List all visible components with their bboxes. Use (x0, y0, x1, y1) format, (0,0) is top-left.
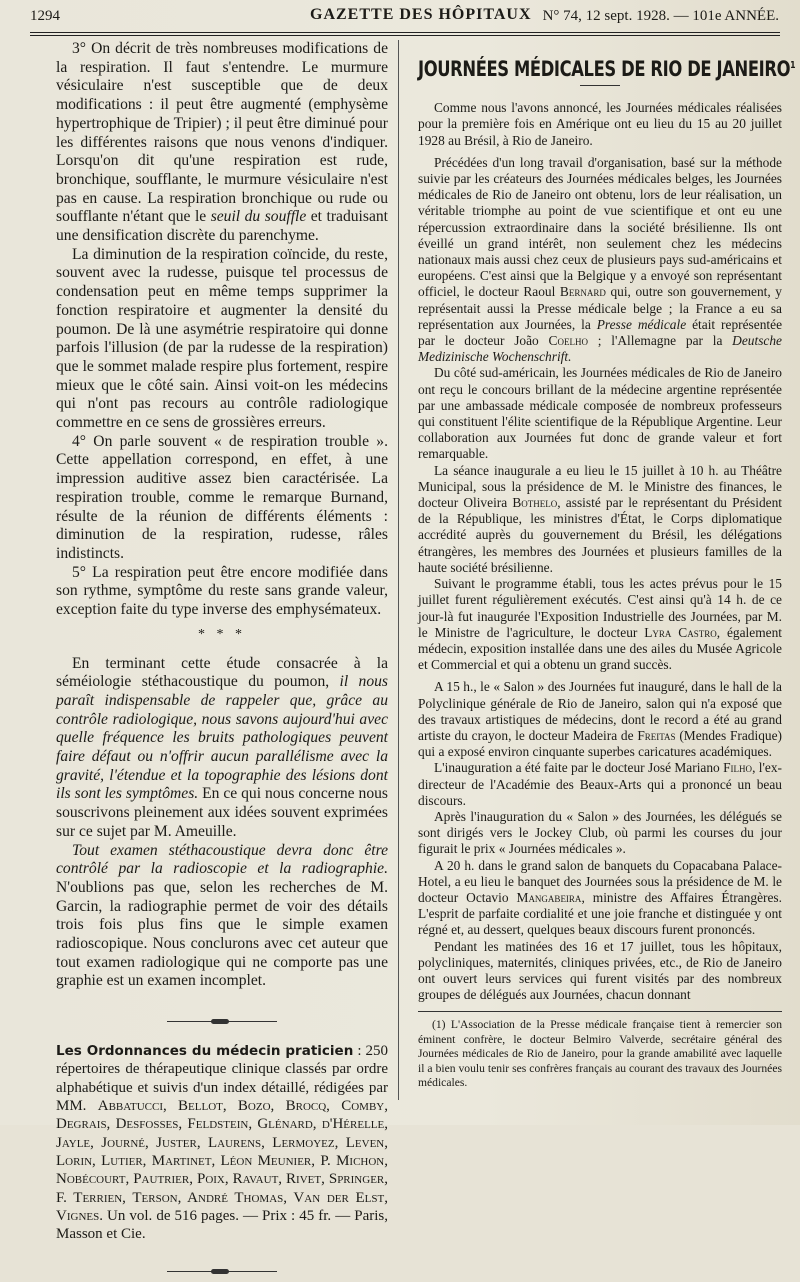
article-title-text: JOURNÉES MÉDICALES DE RIO DE JANEIRO (418, 57, 791, 81)
text-span: Précédées d'un long travail d'organisation, basé sur la méthode suivie par les créateurs des Journées médicales belges, les Journées médicales de Rio de Janeiro ont obtenu, lors de leur réalisation, un véritable triomphe au point de vue scientifique et ont eu une répercussion extraordinaire dans la société brésilienne. Ils ont éveillé un grand intérêt, non seulement chez les médecins nationaux mais aussi chez ceux de plusieurs pays sud-américains et européens. C'est ainsi que la Belgique y a envoyé son représentant officiel, le docteur Raoul (418, 154, 782, 300)
paragraph: 5° La respiration peut être encore modifiée dans son rythme, symptôme du reste sans grande valeur, exception faite du type inverse des emphysémateux. (56, 563, 388, 619)
ornament-divider (167, 1271, 277, 1272)
text-span: En terminant cette étude consacrée à la séméiologie stéthacoustique du poumon, (56, 654, 388, 691)
paragraph (418, 679, 782, 760)
issue-info: N° 74, 12 sept. 1928. — 101e ANNÉE. (542, 8, 779, 24)
paragraph: Comme nous l'avons annoncé, les Journées médicales réalisées pour la première fois en Amérique ont eu lieu du 15 au 20 juillet 1928 au Brésil, à Rio de Janeiro. (418, 100, 782, 148)
paragraph: Après l'inauguration du « Salon » des Journées, les délégués se sont dirigés vers le Jockey Club, où parmi les courses du jour figurait le prix « Journées médicales ». (418, 808, 782, 857)
person-name: Coelho (548, 333, 588, 349)
notice-title: Les Ordonnances du médecin praticien (56, 1043, 354, 1060)
page-number: 1294 (30, 8, 60, 24)
text-span: , ministre des Affaires Étrangères. L'esprit de parfaite cordialité et une joie franche et distinguée y ont régné et, au dessert, quelques beaux discours furent prononcés. (418, 889, 782, 938)
text-span: En ce qui nous concerne nous souscrivons pleinement aux idées souvent exprimées sur ce sujet par M. Ameuille. (56, 785, 388, 840)
column-divider (398, 40, 399, 1100)
paragraph (56, 655, 388, 842)
bibliography-notice (56, 1042, 388, 1243)
article-title (418, 57, 796, 81)
footnote-rule (418, 1011, 782, 1012)
text-span: , assisté par le représentant du Président de la République, les ministres d'État, le Corps diplomatique accrédité auprès du gouvernement du Brésil, les délégations étrangères, les membres des Journées et plusieurs familles de la haute société brésilienne. (418, 495, 782, 575)
text-span: , l'ex-directeur de l'Académie des Beaux-Arts qui a prononcé un beau discours. (418, 760, 782, 808)
text-span: N'oublions pas que, selon les recherches de M. Garcin, la radiographie permet de voir des détails trois fois plus fins que le simple examen radioscopique. Nous conclurons avec cet auteur que tout examen radiologique qui ne comporte pas une graphie est un examen incomplet. (56, 878, 388, 990)
italic-text: Presse médicale (596, 316, 687, 332)
person-name: Mangabeira (516, 889, 582, 905)
text-span: était représentée par le docteur João (418, 316, 783, 349)
paragraph (418, 760, 782, 809)
author-list: Abbatucci, Bellot, Bozo, Brocq, Comby, Degrais, Desfosses, Feldstein, Glénard, d'Hérelle, Jayle, Journé, Juster, Laurens, Lermoyez, Leven, Lorin, Lutier, Martinet, Léon Meunier, P. Michon, Nobécourt, Pautrier, Poix, Ravaut, Rivet, Springer, F. Terrien, Terson, André Thomas, Van der Elst, Vignes. (56, 1098, 388, 1224)
text-span: La séance inaugurale a eu lieu le 15 juillet à 10 h. au Théâtre Municipal, sous la présidence de M. le Ministre des finances, le docteur Oliveira (418, 462, 782, 511)
section-stars: * * * (198, 626, 246, 642)
text-span: L'inauguration a été faite par le docteur José Mariano (434, 760, 724, 776)
left-column (56, 40, 388, 1282)
italic-text: Tout examen stéthacoustique devra donc être contrôlé par la radioscopie et la radiographie. (56, 841, 388, 878)
person-name: Freitas (637, 727, 676, 743)
ornament-divider (167, 1021, 277, 1022)
paragraph: 4° On parle souvent « de respiration trouble ». Cette appellation correspond, en effet, à une impression auditive assez bien caractérisée. La respiration trouble, comme le remarque Burnand, résulte de la réunion de différents éléments : diminution de la respiration, rudesse, râles indistincts. (56, 432, 388, 562)
italic-text: seuil du souffle (210, 208, 307, 226)
person-name: Bernard (559, 284, 606, 300)
paragraph (418, 155, 782, 366)
paragraph: Pendant les matinées des 16 et 17 juillet, tous les hôpitaux, polycliniques, maternités, cliniques privées, etc., de Rio de Janeiro ont ouvert leurs services qui furent visités par des nombreux groupes de délégués aux Journées, chacun donnant (418, 938, 782, 1003)
text-span: , également médecin, exposition installée dans une des ailes du Musée Agricole et Commercial et qui a obtenu un grand succès. (418, 624, 782, 673)
paragraph (418, 463, 782, 576)
title-rule (580, 85, 620, 86)
paragraph (56, 40, 388, 246)
text-span: Suivant le programme établi, tous les actes prévus pour le 15 juillet furent régulièrement exécutés. C'est ainsi qu'à 14 h. de ce jour-là fut inaugurée l'Exposition Industrielle des Journées, par M. le Ministre de l'agriculture, le docteur (418, 576, 782, 640)
paragraph (418, 858, 782, 939)
text-span: : 250 répertoires de thérapeutique clinique classés par ordre alphabétique et suivis d'un index détaillé, rédigées par MM. (56, 1043, 388, 1115)
italic-text: il nous paraît indispensable de rappeler que, grâce au contrôle radiologique, nous savons aujourd'hui avec quelle fréquence les bruits pathologiques peuvent faire défaut ou n'offrir aucun parallélisme avec la gravité, l'étendue et la topographie des lésions dont ils sont les symptômes. (56, 673, 388, 803)
footnote-marker: 1 (790, 60, 796, 71)
person-name: Bothelo (512, 495, 558, 511)
italic-text: Deutsche Medizinische Wochenschrift. (418, 333, 782, 365)
paragraph: La diminution de la respiration coïncide, du reste, souvent avec la rudesse, puisque tel processus de condensation peut en même temps supprimer la fonction respiratoire et augmenter la densité du poumon. De là une asymétrie respiratoire qui donne parfois l'illusion (de par la rudesse de la respiration) que le sommet malade respire plus fortement, respire mieux que le côté sain. Ainsi voit-on les médecins qui n'ont pas recours au contrôle radiologique commettre en ce sens de grossières erreurs. (56, 245, 388, 432)
person-name: Filho (723, 760, 753, 776)
text-span: qui, outre son gouvernement, y représentait aussi la Presse médicale belge ; la France a eu sa représentation aux Journées, la (418, 284, 783, 332)
text-span: et traduisant une densification discrète du parenchyme. (56, 208, 388, 245)
paragraph: Du côté sud-américain, les Journées médicales de Rio de Janeiro ont reçu le concours brillant de la médecine argentine représentée par une ambassade médicale composée de nombreux professeurs qui constituent l'élite scientifique de la République Argentine. Leur collaboration aux Journées fut donc de grande valeur et fort remarquable. (418, 365, 782, 462)
text-span: ; l'Allemagne par la (587, 333, 733, 349)
journal-title: GAZETTE DES HÔPITAUX (310, 6, 532, 23)
header-rule-double (30, 35, 780, 36)
footnote: (1) L'Association de la Presse médicale française tient à remercier son éminent confrère, le docteur Belmiro Valverde, secrétaire général des Journées médicales de Rio de Janeiro, pour la grande amabilité avec laquelle il a bien voulu tenir ses confrères français au courant des travaux des Journées médicales. (418, 1018, 782, 1089)
text-span: A 15 h., le « Salon » des Journées fut inauguré, dans le hall de la Polyclinique générale de Rio de Janeiro, salon qui n'a exposé que des travaux artistiques de médecins, dont le record a été au grand artiste du crayon, le docteur Madeira de (418, 679, 782, 743)
header-rule (30, 32, 780, 33)
person-name: Lyra Castro (644, 624, 717, 640)
right-column (418, 40, 796, 1090)
text-span: A 20 h. dans le grand salon de banquets du Copacabana Palace-Hotel, a eu lieu le banquet des Journées sous la présidence de M. le docteur Octavio (418, 857, 782, 905)
paragraph (418, 576, 782, 673)
text-span: (Mendes Fradique) qui a exposé environ cinquante superbes caricatures académiques. (418, 727, 783, 760)
text-span: Un vol. de 516 pages. — Prix : 45 fr. — Paris, Masson et Cie. (56, 1207, 388, 1243)
paragraph (56, 842, 388, 992)
page-header (30, 6, 785, 32)
text-span: 3° On décrit de très nombreuses modifications de la respiration. Il faut s'entendre. Le murmure vésiculaire n'est susceptible que de deux modifications : il peut être augmenté (emphysème hypertrophique de Tripier) ; il peut être diminué pour les différentes raisons que nous venons d'indiquer. Lorsqu'on dit qu'une respiration est rude, bronchique, soufflante, le murmure vésiculaire n'est pas en cause. La respiration bronchique ou rude ou soufflante n'étant que le (56, 40, 388, 226)
